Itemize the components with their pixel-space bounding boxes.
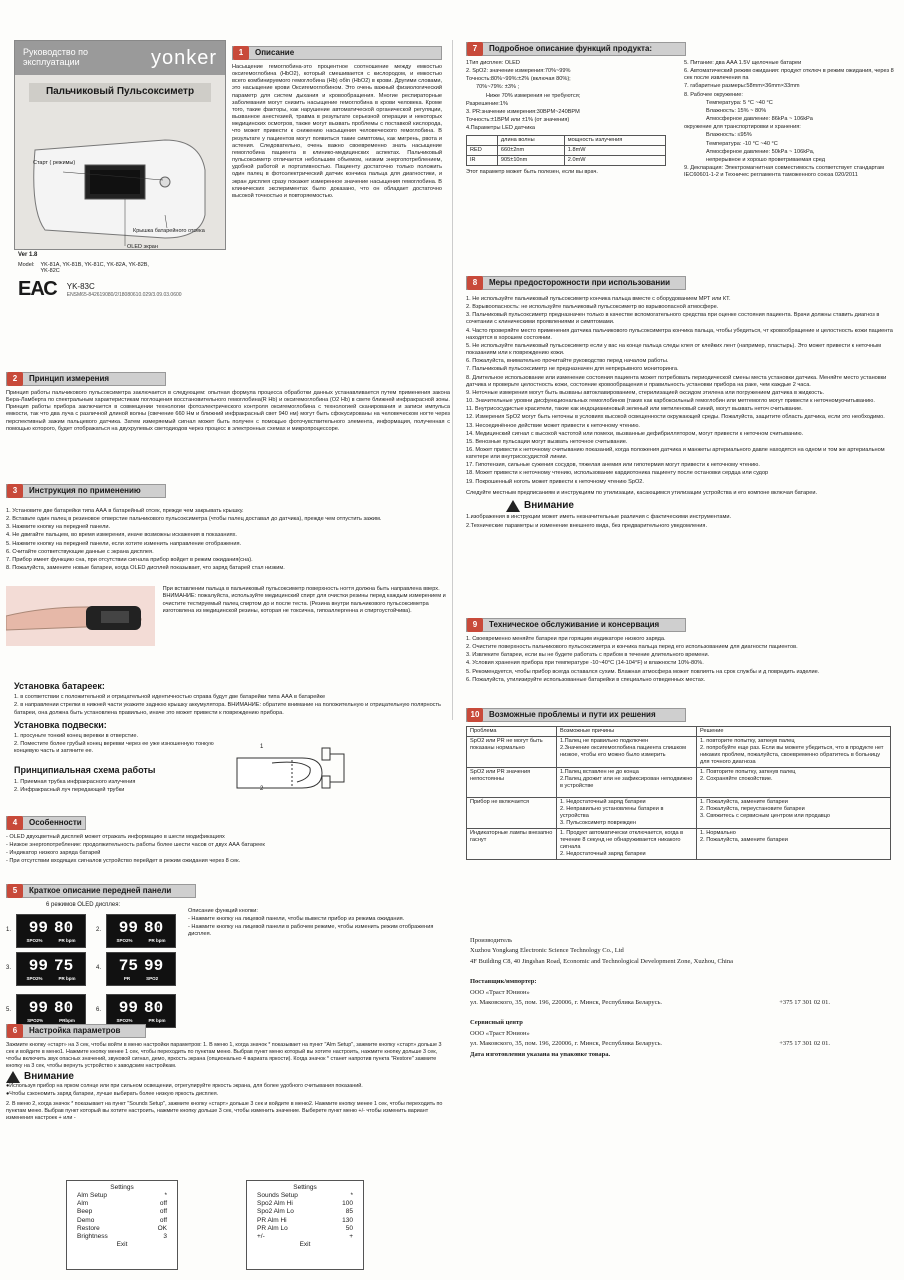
func-item: - Нажмите кнопку на лицевой панели в рабочем режиме, чтобы изменить режим отображения дисплея. (188, 924, 434, 938)
spo2-label: SPO2% (116, 937, 133, 943)
oled-values (119, 956, 163, 976)
oled-screen (6, 914, 86, 948)
spo2-label: SPO2% (116, 1017, 133, 1023)
led-parameters-table (466, 135, 666, 166)
oled-modes-label: 6 режимов OLED дисплея: (46, 902, 121, 908)
version: Ver 1.8 (18, 252, 38, 258)
service-address: ул. Маковского, 35, пом. 196, 220006, г. Минск, Республика Беларусь. (470, 1040, 663, 1048)
oled-label: OLED экран (127, 243, 158, 250)
list-item: 7. Прибор имеет функцию сна, при отсутствии сигнала прибор войдет в режим ожидания(сна). (6, 556, 253, 563)
table-cell: 1. Недостаточный заряд батареи 2. Неправильно установлены батареи в устройства 3. Пульсоксиметр поврежден (557, 797, 697, 828)
section-principle (6, 368, 450, 434)
pr-value: 75 (54, 956, 74, 975)
table-cell: 1. Повторите попытку, заткнув палец 2. Сохраняйте спокойствие. (697, 767, 891, 797)
list-item: 1. Установите две батарейки типа ААА в батарейный отсек, прежде чем закрывать крышку. (6, 508, 244, 514)
oled-values (29, 998, 73, 1018)
table-row (467, 146, 666, 156)
section-front-panel (6, 880, 450, 1035)
menu-row[interactable] (257, 1217, 353, 1225)
menu-item-label: PR Alm Hi (257, 1216, 287, 1224)
menu-row[interactable] (77, 1225, 167, 1233)
section-settings (6, 1017, 450, 1123)
warning-heading (6, 1071, 450, 1084)
menu-item-label: +/- (257, 1232, 265, 1240)
feature-item: - Индикатор низкого заряда батарей (6, 850, 101, 857)
spec-line: Температура: -10 °C ~40 °C (706, 140, 778, 147)
warning-label: Внимание (24, 1070, 74, 1082)
section-number: 4 (7, 816, 23, 830)
cover-title-line1: Руководство по (23, 47, 88, 58)
precaution-item: 9. Неточные измерения могут быть вызваны автоклавированием, стерилизацией оксидом этилена или погружением датчика в жидкость. (466, 389, 825, 396)
spec-line: 3. PR:значение измерения:30BPM~240BPM (466, 108, 580, 115)
screen-number: 6. (96, 1006, 102, 1013)
screen-number: 1. (6, 926, 12, 933)
spec-line: 6. Автоматический режим ожидания: продукт отключ в режим ожидания, через 8 сек после извлечения па (684, 68, 894, 82)
section-title: Инструкция по применению (29, 486, 141, 495)
oled-labels (26, 938, 75, 944)
section-title: Описание (255, 48, 295, 57)
menu-item-value: off (159, 1216, 167, 1224)
menu-item-label: Demo (77, 1216, 95, 1224)
menu-exit[interactable]: Exit (116, 1240, 128, 1248)
menu-item-label: Alm Setup (77, 1192, 107, 1200)
section-troubleshooting (466, 704, 896, 860)
section-number: 9 (467, 618, 483, 632)
menu-item-label: Restore (77, 1224, 100, 1232)
precaution-item: 2. Взрывоопасность: не используйте пальчиковый пульсоксиметр во взрывоопасной атмосфере. (466, 304, 719, 311)
spec-line: Атмосферное давление: 50kPa ~ 106kPa, (706, 148, 815, 155)
oled-display (106, 914, 176, 948)
table-cell: 1.8mW (564, 146, 665, 156)
pr-value: 80 (144, 918, 164, 937)
menu-row[interactable] (77, 1200, 167, 1208)
spo2-label: PR (123, 975, 131, 981)
pr-value: 80 (54, 918, 74, 937)
spec-line: Температура: 5 °C ~40 °C (706, 99, 773, 106)
principle-text: Принцип работы пальчикового пульсоксиметра заключается в следующем: опытная формула процесса обработки данных устанавливается путем применения закона Бера-Ламберта по спектральным характеристикам поглощения восстановительного гемоглобина(R Hb) и оксигемоглобина (O2 Hb) в свете ближней инфракрасной зоны. Принцип работы прибора заключается в совмещении технологии фотоэлектрического контроля оксигемоглобина с технологией сканирования и записи импульса емкости, так что два луча с различной длиной волны (свечение 660 Нм и ближний инфракрасный свет 940 нм) могут быть сфокусированы на человеческом ногте через перспективный зажим пальцевого датчика. Затем измеряемый сигнал может быть получен с помощью фоточувствительного элемента, информация, полученная с помощью которого, будет отображаться на двухрулевых светодиодов через процесс в электронных схемах и микропроцессоре. (6, 390, 450, 432)
brand-logo: yonker (150, 46, 217, 69)
pr-label: PR bpm (58, 937, 76, 943)
table-header: длина волны (497, 136, 564, 146)
menu-item-label: Beep (77, 1208, 93, 1216)
menu-row[interactable] (257, 1200, 353, 1208)
precaution-item: 10. Значительные уровни дисфункциональных гемоглобинов (таких как карбоксильный гемоглобин или метгемогло могут привести к неточномуочитыванию. (466, 398, 875, 405)
section-number: 7 (467, 42, 483, 56)
list-item: 6. Считайте соответствующие данные с экрана дисплея. (6, 548, 154, 555)
oled-display (106, 952, 176, 986)
warning-label: Внимание (524, 499, 574, 511)
precaution-item: 19. Покрошенный ноготь может привести к неточному чтению SpO2. (466, 478, 644, 485)
maintenance-item: 4. Условия хранения прибора при температуре -10~40°C (14-104°F) и влажности 10%-80%. (466, 660, 704, 667)
table-row (467, 767, 891, 797)
table-cell: 660±2nm (497, 146, 564, 156)
description-text: Насыщение гемоглобина-это процентное соотношение между емкостью оксигемоглобина (HbO2), который смешивается с кислородом, и емкостью всего комбинируемого гемоглобина (Hb) обin (HbO2) в крови. Другими словами, это насыщение крови Оксигемоглобином. Это очень важный физиологический параметр для систем дыхания и кровообращения. Многие респираторные заболевания могут снизить насыщение гемоглобина в крови человека. Кроме того, такие факторы, как нарушение автоматической органической регуляции, вызванное анестезией, травма в результате серьезной операции и некоторых медицинских осмотров, также могут вызвать проблемы с поставкой кислорода, что может привести к снижению насыщения человеческого гемоглобина. В результате у пациентов могут появиться такие симптомы, как мигрень, рвота и астения. Следовательно, очень важно своевременно знать насыщение гемоглобина пациента в клинико-медицинских аспектах. Пальчиковый пульсоксиметр отличается небольшим объемом, низким энергопотреблением, удобной работой и портативностью. Пациенту достаточно только положить один палец в фотоэлектрический датчик кончика пальца для диагностики, и экран дисплея сразу покажет измеренное значение насыщения гемоглобина. В клинических экспериментах было доказано, что он обладает достаточно высокой точностью и повторяемостью. (232, 64, 442, 199)
menu-row[interactable] (257, 1233, 353, 1241)
table-cell: 2.0mW (564, 156, 665, 166)
spo2-value: 99 (118, 998, 138, 1017)
schema-item: 1. Приемная трубка инфракрасного излучения (14, 778, 136, 785)
oled-display (16, 914, 86, 948)
spec-line: 8. Рабочее окружение: (684, 91, 743, 98)
schema-item: 2. Инфракрасный луч передающей трубки (14, 786, 125, 793)
spec-line: 1Тип дисплея: OLED (466, 60, 520, 66)
button-functions (188, 908, 438, 940)
table-cell: SpO2 или PR не могут быть показаны нормально (467, 736, 557, 767)
section-title: Возможные проблемы и пути их решения (489, 710, 656, 719)
service-label: Сервисный центр (470, 1019, 523, 1027)
menu-item-label: Brightness (77, 1232, 108, 1240)
section-title: Техническое обслуживание и консервация (489, 620, 660, 629)
spec-line: 9. Декларация: Электромагнитная совместимость соответствует стандартам IEC60601-1-2 и Техничес регламента таможенного союза 020/2011 (684, 165, 885, 179)
precaution-item: 6. Пожалуйста, внимательно прочитайте руководство перед началом работы. (466, 358, 669, 365)
table-header: мощность излучения (564, 136, 665, 146)
spec-line: 5. Питание: два AAA 1.5V щелочные батареи (684, 60, 802, 66)
cover-header (15, 41, 225, 75)
oled-values (29, 956, 73, 976)
menu-item-value: * (164, 1192, 167, 1200)
table-cell: IR (467, 156, 498, 166)
screen-number: 4. (96, 964, 102, 971)
spo2-value: 99 (28, 956, 48, 975)
model-list: YK-81A, YK-81B, YK-81C, YK-82A, YK-82B, YK-82C (40, 261, 149, 275)
spec-right-column (684, 60, 894, 180)
maintenance-item: 5. Рекомендуется, чтобы прибор всегда оставался сухим. Влажная атмосфера может повлиять на срок службы и д повредить изделие. (466, 668, 820, 675)
menu-item-value: 100 (342, 1200, 353, 1208)
table-cell: Индикаторные лампы внезапно гаснут (467, 828, 557, 859)
spo2-value: 99 (28, 918, 48, 937)
precaution-item: 1. Не используйте пальчиковый пульсоксиметр кончика пальца вместе с оборудованием МРТ или КТ. (466, 296, 731, 302)
battery-cover-label: Крышка батарейного отсека (133, 227, 205, 234)
section-instructions (6, 480, 450, 646)
pr-label: PR bpm (148, 937, 166, 943)
oled-display (16, 952, 86, 986)
manufacturer-label: Производитель (470, 937, 513, 944)
screen-number: 5. (6, 1006, 12, 1013)
pr-label: SPO2 (146, 975, 159, 981)
warning-icon (506, 500, 520, 512)
oled-labels (26, 976, 75, 982)
spec-line: окружение для транспортировки и хранения: (684, 124, 801, 131)
spec-line: 4.Параметры LED датчика (466, 125, 536, 132)
oled-screen (96, 952, 176, 986)
section-title: Настройка параметров (29, 1026, 121, 1035)
precaution-item: 14. Медицинский сигнал с высокой частотой или помехи, вызванные дефибриллятором, могут привести к неточном считыванию. (466, 430, 804, 437)
maintenance-item: 2. Очистите поверхность пальчикового пульсоксиметра и кончика пальца перед его использованием для диагности пациентов. (466, 644, 798, 651)
section-features (6, 812, 450, 867)
section-title: Принцип измерения (29, 374, 110, 383)
cover-panel (14, 40, 226, 250)
feature-item: - Низкое энергопотребление: продолжительность работы более шести часов от двух ААА батареек (6, 842, 265, 849)
finger-insert-text: При вставлении пальца в пальчиковый пульсоксиметр поверхность ногтя должна быть направлена вверх. ВНИМАНИЕ: пожалуйста, используйте медицинский спирт для очистки резины перед каждым измерением и очистите тестируемый палец спиртом до и после теста. (Резина внутри пальчикового пульсоксиметра изготовлена из медицинской резины, которая не токсична, гипоаллергенна и спиртоустойчива). (162, 586, 446, 614)
table-cell: 1.Палец вставлен не до конца 2.Палец дрожит или не зафиксирован неподвижно в устройстве (557, 767, 697, 797)
spo2-label: SPO2% (26, 937, 43, 943)
table-row (467, 797, 891, 828)
menu-title: Settings (110, 1184, 134, 1191)
strap-step: 2. Поместите более грубый конец веревки через ее уже изношенную тонкую концевую часть и затяните ее. (14, 741, 214, 755)
menu-row[interactable] (77, 1217, 167, 1225)
precaution-item: 12. Измерения SpO2 могут быть неточны в условиях высокой освещенности окружающей среды. Пожалуйста, защитите область датчика, если это необходимо. (466, 414, 885, 421)
disposal-note: Следуйте местным предписаниям и инструкциям по утилизации, касающимся утилизации устройства и его компоне включая батареи. (466, 489, 818, 496)
spec-line: Точность:80%~99%:±2% (включая 80%); (466, 76, 571, 83)
service-name: ООО «Траст Юнион» (470, 1029, 530, 1037)
pr-value: 99 (144, 956, 164, 975)
menu-item-label[interactable]: Sounds Setup (257, 1192, 298, 1200)
table-cell: 905±10nm (497, 156, 564, 166)
spec-line: Ниже 70% измерения не требуются; (486, 92, 581, 99)
table-cell: 1. Пожалуйста, замените батареи 2. Пожалуйста, переустановите батареи 3. Свяжитесь с сервисным центром или продавцо (697, 797, 891, 828)
menu-item-value: 50 (345, 1224, 353, 1232)
precaution-item: 18. Может привести к неточному чтению, использование кардиотоника пациенту после остановки сердца или судор (466, 470, 769, 477)
warning-icon (6, 1071, 20, 1083)
precaution-item: 7. Пальчиковый пульсоксиметр не предназначен для непрерывного мониторинга. (466, 366, 679, 373)
manufacturer-address: 4F Building C8, 40 Jingshan Road, Economic and Technological Development Zone, Xuzhou, China (470, 957, 733, 965)
precaution-item: 16. Может привести к неточному считыванию показаний, когда положения датчика и манжеты артериального давле находятся на одном и том же артериальном катетере или внутрисосудистой линии. (466, 446, 885, 461)
column-separator (452, 40, 453, 720)
section-number: 1 (233, 46, 249, 60)
section-specs (466, 42, 894, 180)
vendor-info (470, 936, 890, 1060)
spec-line: Разрешение:1% (466, 100, 508, 107)
eac-mark: ЕАС (18, 278, 57, 301)
menu-item-value: + (349, 1232, 353, 1240)
precaution-item: 17. Гипотензия, сильные сужения сосудов, тяжелая анемия или гипотермия могут привести к неточному чтению. (466, 462, 760, 469)
finger-insert-illustration (6, 586, 155, 646)
menu-row[interactable] (77, 1208, 167, 1216)
strap-step: 1. просуньте тонкий конец веревки в отверстие. (14, 732, 139, 739)
oled-labels (124, 976, 158, 982)
list-item: 8. Пожалуйста, замените новые батареи, когда OLED дисплей показывает, что заряд батарей стал низким. (6, 565, 285, 572)
list-item: 2. Вставьте один палец в резиновое отверстие пальчикового пульсоксиметра (чтобы палец доставал до датчика), прежде чем отпустить зажим. (6, 516, 382, 523)
product-title: Пальчиковый Пульсоксиметр (29, 83, 211, 102)
precaution-item: 3. Пальчиковый пульсоксиметр предназначен только в качестве вспомогательного средства при оценке состояния пациента. Врачи должны ставить диагноз в сочетании с клиническими проявлениями и симптомами. (466, 312, 880, 326)
manufacture-date-note: Дата изготовления указана на упаковке товара. (470, 1050, 611, 1058)
section-title: Подробное описание функций продукта: (489, 44, 653, 53)
menu-item-value: 3 (163, 1232, 167, 1240)
table-cell: 1. Нормально 2. Пожалуйста, замените батареи (697, 828, 891, 859)
menu-item-label: PR Alm Lo (257, 1224, 288, 1232)
func-title: Описание функций кнопки: (188, 908, 258, 914)
warning-item: 1.изображения в инструкции может иметь незначительные различия с фактическими инструментами. (466, 514, 731, 521)
strap-title: Установка подвески: (14, 719, 107, 730)
importer-label: Поставщик/импортер: (470, 978, 537, 986)
menu-item-value: 85 (345, 1208, 353, 1216)
list-item: 4. Не двигайте пальцем, во время измерения, иначе возможны искажения в показаниях. (6, 532, 237, 539)
menu-item-value: 130 (342, 1216, 353, 1224)
table-header: Проблема (467, 727, 557, 737)
table-row (467, 156, 666, 166)
spec-note: Этот параметр может быть полезен, если вы врач. (466, 169, 598, 176)
table-cell: Прибор не включается (467, 797, 557, 828)
table-cell: 1.Палец не правильно подключен 2.Значение оксигемоглобина пациента слишком низкое, чтобы его можно было измерить (557, 736, 697, 767)
spec-line: 7. габаритные размеры:58mm×36mm×33mm (684, 83, 800, 90)
oximeter-icon (15, 110, 227, 260)
schema-diagram (232, 738, 352, 798)
spec-line: Атмосферное давление: 86kPa ~ 106kPa (706, 116, 813, 123)
warning-item: ●Чтобы сэкономить заряд батареи, лучше выбирать более низкую яркость дисплея. (6, 1091, 219, 1098)
oled-screen (96, 914, 176, 948)
battery-step: 1. в соответствии с положительной и отрицательной идентичностью справа будут две батарейки типа ААА в батарейке (14, 694, 326, 701)
spo2-value: 75 (118, 956, 138, 975)
section-number: 6 (7, 1024, 23, 1038)
section-number: 10 (467, 708, 483, 722)
maintenance-item: 3. Извлеките батареи, если вы не будете работать с прибом в течение длительного времени. (466, 652, 710, 659)
warning-item: 2.Технические параметры и изменение внешнего вида, без предварительного уведомления. (466, 522, 707, 529)
main-model: YK-83C (66, 281, 95, 291)
spo2-label: SPO2% (27, 1017, 44, 1023)
device-illustration (15, 110, 225, 260)
spec-line: 2. SpO2: значение измерения:70%~99% (466, 68, 571, 75)
spec-line: Влажность: 15% ~ 80% (706, 107, 767, 114)
func-item: - Нажмите кнопку на лицевой панели, чтобы вывести прибор из режима ожидания. (188, 916, 405, 923)
section-precautions (466, 272, 896, 531)
menu-item-value: off (159, 1208, 167, 1216)
menu-item-label: Alm (77, 1200, 89, 1208)
cover-title-line2: эксплуатации (23, 57, 80, 67)
pr-label: PRbpm (59, 1017, 75, 1023)
table-cell: SpO2 или PR значения непостоянны (467, 767, 557, 797)
precaution-item: 4. Часто проверяйте место применения датчика пальчикового пульсоксиметра кончика пальца, чтобы убедиться, чт кровообращение и целостность кожи пациента находятся в хорошем состоянии. (466, 327, 893, 341)
menu-item-value: OK (157, 1224, 167, 1232)
instruction-list (6, 508, 450, 572)
menu-exit[interactable]: Exit (299, 1240, 311, 1248)
precaution-item: 11. Внутрисосудистые красители, такие как индоцианиновый зеленый или метиленовый синий, могут вызвать неточ считывание. (466, 406, 803, 413)
pr-value: 80 (144, 998, 164, 1017)
schema-label-1: 1 (260, 744, 264, 750)
screen-number: 2. (96, 926, 102, 933)
oled-labels (116, 938, 165, 944)
section-number: 2 (7, 372, 23, 386)
maintenance-item: 1. Своевременно меняйте батареи при горящим индикаторе низкого заряда. (466, 636, 666, 642)
oled-screen (6, 952, 86, 986)
table-header: Решение (697, 727, 891, 737)
oled-values (119, 998, 163, 1018)
service-phone: +375 17 301 02 01. (779, 1040, 830, 1048)
importer-name: ООО «Траст Юнион» (470, 988, 530, 996)
section-number: 5 (7, 884, 23, 898)
section-title: Меры предосторожности при использовании (489, 278, 671, 287)
menu-item-value: off (159, 1200, 167, 1208)
menu-item-value: * (350, 1192, 353, 1200)
feature-item: - При отсутствии входящих сигналов устройство перейдет в режим ожидания через 8 сек. (6, 858, 241, 865)
section-description (232, 46, 442, 201)
schema-label-2: 2 (260, 786, 264, 792)
start-label: Старт ( режимы) (33, 159, 76, 166)
section-number: 8 (467, 276, 483, 290)
settings-menu-1 (66, 1180, 178, 1270)
section-maintenance (466, 614, 896, 685)
pr-value: 80 (54, 998, 74, 1017)
spec-line: непрерывное и хорошо проветриваемая сред (706, 156, 826, 163)
finger-schema-icon (232, 738, 352, 798)
settings-text-1: Зажмите кнопку «старт» на 3 сек, чтобы войти в меню настройки параметров: 1. В меню 1, когда значок * показывает на пункт "Alm Setup", зажмите кнопку «старт» дольше 3 сек и войдите в меню1. Нажмите кнопку менее 1 сек, чтобы переходить по пунктам меню. Выбрав пункт меню который вы хотите настроить, нажмите кнопку дольше 3 сек, чтобы включить звук опасных значений, звуковой сигнал, демо, яркость экрана (опционально 4 вариата яркости). Когда значок * станет напротив пункта "Restore" зажмите кнопку на 3 сек, чтобы вернуть устройство к заводским настройкам. (6, 1042, 442, 1069)
table-cell: RED (467, 146, 498, 156)
menu-row[interactable] (257, 1208, 353, 1216)
oled-values (29, 918, 73, 938)
table-row (467, 736, 891, 767)
table-header: Возможные причины (557, 727, 697, 737)
troubleshooting-table (466, 726, 891, 860)
model-label: Model: (18, 261, 35, 268)
importer-phone: +375 17 301 02 01. (779, 998, 830, 1006)
spo2-label: SPO2% (26, 975, 43, 981)
screen-number: 3. (6, 964, 12, 971)
manufacturer-name: Xuzhou Yongkang Electronic Science Technology Co., Ltd (470, 947, 624, 955)
cover-meta (18, 252, 228, 302)
oled-values (119, 918, 163, 938)
settings-menu-2 (246, 1180, 364, 1270)
precaution-item: 5. Не используйте пальчиковый пульсоксиметр если у вас на конце пальца следы клея от клейких лент (например, пластырь). Это может привести к неточным показаниям или к повреждению кожи. (466, 342, 882, 357)
pr-label: PR bpm (148, 1017, 166, 1023)
table-cell: 1. повторите попытку, заткнув палец 2. попробуйте еще раз. Если вы можете убедиться, что в продукте нет никаких проблем, пожалуйста, своевременно обратитесь в больницу для точного диагноза (697, 736, 891, 767)
precaution-item: 13. Несоединённое действие может привести к неточному чтению. (466, 422, 640, 429)
section-number: 3 (7, 484, 23, 498)
table-row (467, 828, 891, 859)
battery-title: Установка батареек: (14, 681, 105, 691)
menu-row[interactable] (77, 1192, 167, 1200)
importer-address: ул. Маковского, 35, пом. 196, 220006, г. Минск, Республика Беларусь. (470, 998, 663, 1006)
menu-title: Settings (293, 1184, 317, 1191)
table-cell: 1. Продукт автоматически отключается, когда в течение 8 секунд не обнаруживается никакого сигнала 2. Недостаточный заряд батареи (557, 828, 697, 859)
spec-line: Влажность: ≤95% (706, 132, 752, 139)
warning-item: ●Используя прибор на ярком солнце или при сильном освещении, отрегулируйте яркость экрана, для более удобного считывания показаний. (6, 1083, 363, 1090)
settings-text-2: 2. В меню 2, когда значок * показывает на пункт "Sounds Setup", зажмите кнопку «старт» дольше 3 сек и войдите в меню2. Нажмите кнопку менее 1 сек, чтобы переходить по пунктам меню. Выбрав пункт который вы хотите настроить, нажмите кнопку дольше 3 сек, чтобы изменить значение. Выберете пункт меню +/- чтобы изменить вариант изменения настроек + или - (6, 1100, 443, 1121)
precaution-item: 8. Длительное использование или изменение состояния пациента может потребовать периодической смены места установки датчика. Меняйте место установки датчика и проверьте целостность кожи, состояние кровообращения и правильность установки прибора на раке, чем каждые 2 часа. (466, 374, 887, 388)
list-item: 3. Нажмите кнопку на передней панели. (6, 524, 111, 531)
section-title: Краткое описание передней панели (29, 886, 172, 895)
table-header (467, 136, 498, 146)
list-item: 5. Нажмите кнопку на передней панели, если хотите изменить направление отображения. (6, 540, 242, 547)
section-title: Особенности (29, 818, 82, 827)
spo2-value: 99 (118, 918, 138, 937)
norm-code: ENSM65-842619080/2/18080610.029/3.09.03.0600 (66, 291, 182, 298)
schema-title: Принципиальная схема работы (14, 765, 156, 776)
pr-label: PR bpm (58, 975, 76, 981)
maintenance-item: 6. Пожалуйста, утилизируйте использованные батарейки в специально отведенных местах. (466, 676, 706, 683)
battery-step: 2. в направлении стрелки в нижней части укажите заднюю крышку аккумулятора. ВНИМАНИЕ: обратите внимание на положительную и отрицательную полярность батареи, она должна быть установлена правильно, иначе это может привести к повреждению прибора. (14, 702, 441, 716)
spec-line: 70%~79%: ±3% ; (476, 84, 520, 91)
feature-item: - OLED двухцветный дисплей может отражать информацию в шести модификациях (6, 834, 225, 840)
menu-row[interactable] (257, 1225, 353, 1233)
spo2-value: 99 (28, 998, 48, 1017)
menu-item-label: Spo2 Alm Lo (257, 1208, 294, 1216)
menu-item-label: Spo2 Alm Hi (257, 1200, 293, 1208)
spec-line: Точность:±1BPM или ±1% (от значения) (466, 117, 570, 124)
menu-row[interactable] (77, 1233, 167, 1241)
warning-heading (506, 500, 896, 513)
precaution-item: 15. Венозные пульсации могут вызвать неточное считывание. (466, 438, 628, 445)
oled-screens-grid (6, 910, 186, 1035)
